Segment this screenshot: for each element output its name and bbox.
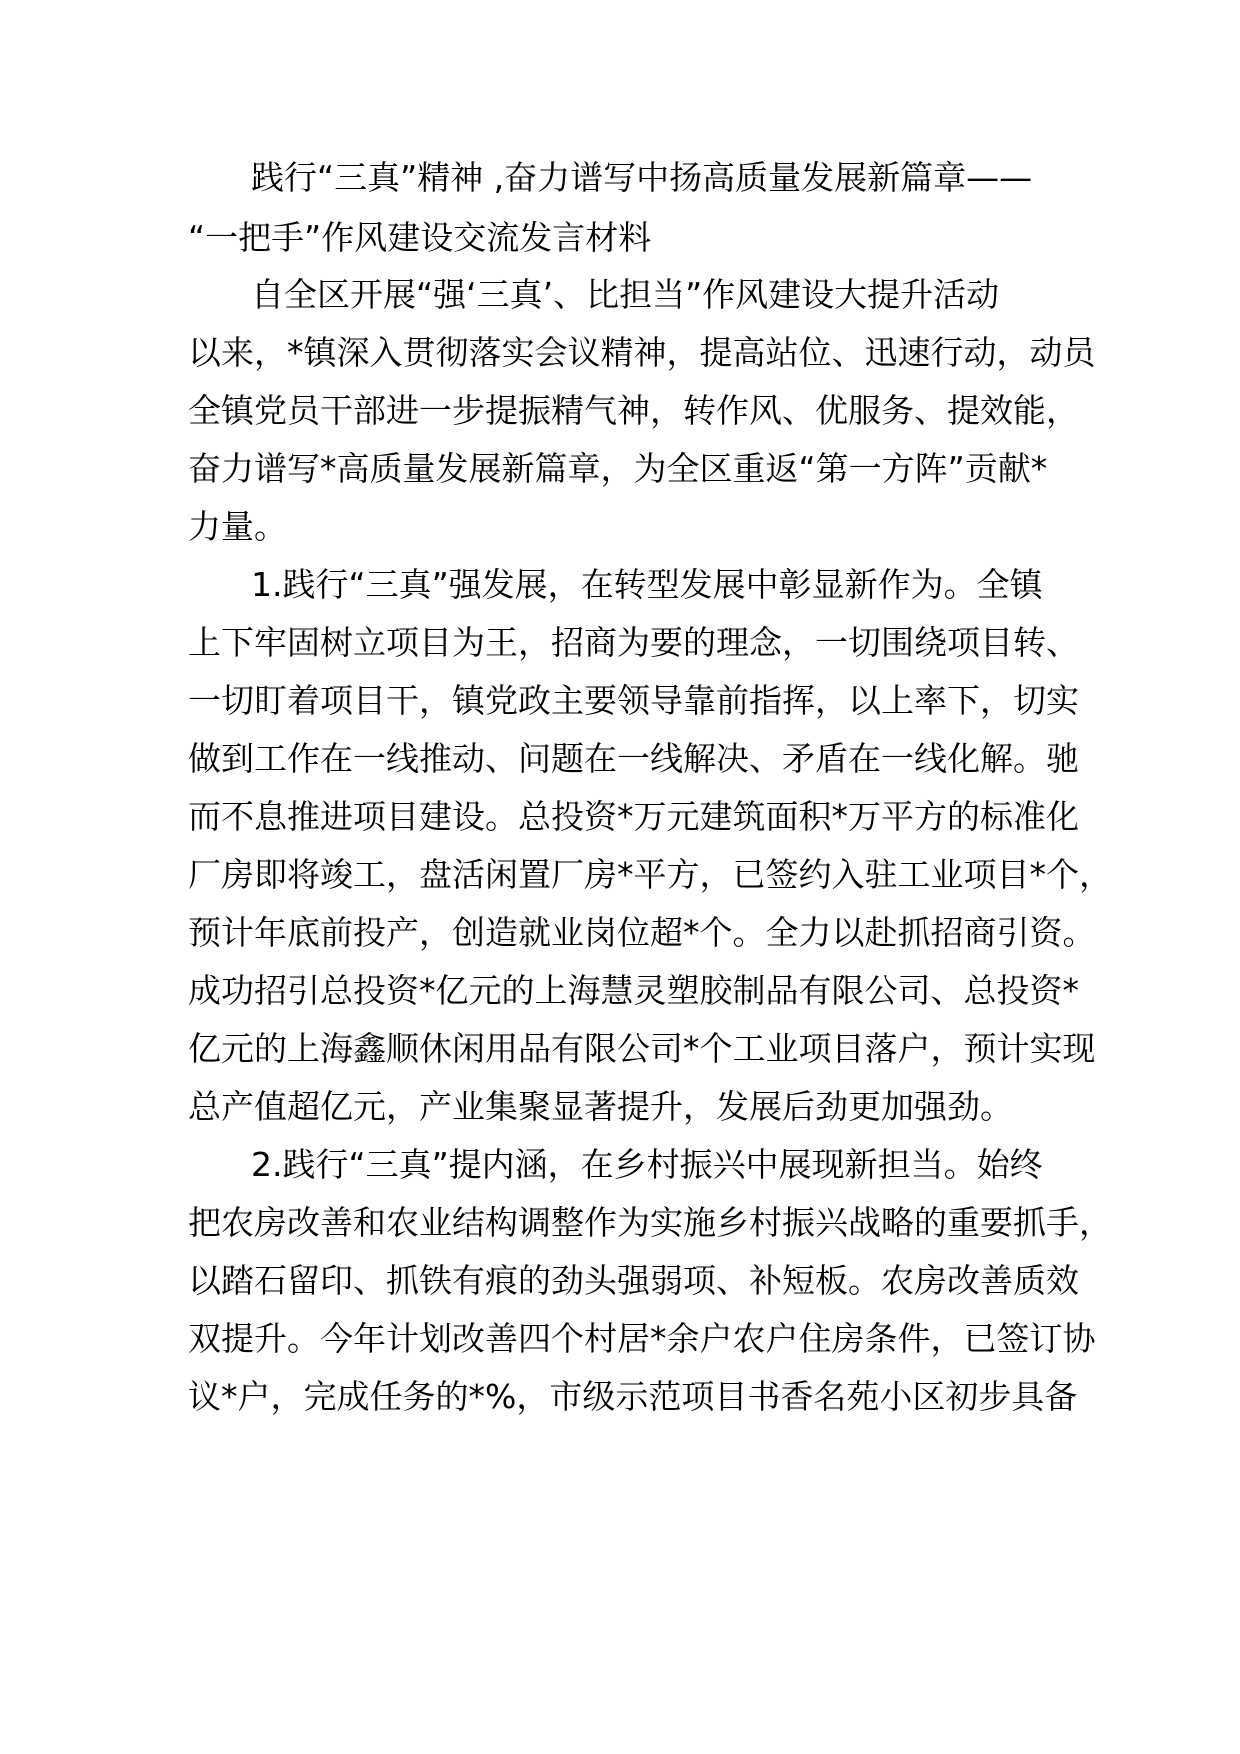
paragraph-1-line-5: 力量。 (188, 507, 287, 546)
paragraph-3-line-4: 双提升。今年计划改善四个村居*余户农户住房条件，已签订协 (188, 1319, 1096, 1358)
paragraph-3-line-3: 以踏石留印、抓铁有痕的劲头强弱项、补短板。农房改善质效 (188, 1261, 1079, 1300)
paragraph-2-line-7: 预计年底前投产，创造就业岗位超*个。全力以赴抓招商引资。 (188, 913, 1096, 952)
paragraph-3-line-5: 议*户，完成任务的*%，市级示范项目书香名苑小区初步具备 (188, 1377, 1078, 1416)
paragraph-2-line-3: 一切盯着项目干，镇党政主要领导靠前指挥，以上率下，切实 (188, 681, 1079, 720)
paragraph-2-line-2: 上下牢固树立项目为王，招商为要的理念，一切围绕项目转、 (188, 623, 1079, 662)
paragraph-1-line-4: 奋力谱写*高质量发展新篇章，为全区重返“第一方阵”贡献* (188, 449, 1048, 488)
paragraph-2-line-8: 成功招引总投资*亿元的上海慧灵塑胶制品有限公司、总投资* (188, 971, 1079, 1010)
paragraph-2-line-1: 1.践行“三真”强发展，在转型发展中彰显新作为。全镇 (251, 565, 1043, 604)
paragraph-1-line-1: 自全区开展“强‘三真’、比担当”作风建设大提升活动 (251, 275, 1000, 314)
paragraph-2-line-9: 亿元的上海鑫顺休闲用品有限公司*个工业项目落户，预计实现 (188, 1029, 1096, 1068)
paragraph-3-line-2: 把农房改善和农业结构调整作为实施乡村振兴战略的重要抓手， (188, 1203, 1112, 1242)
paragraph-2-line-6: 厂房即将竣工，盘活闲置厂房*平方，已签约入驻工业项目*个， (188, 855, 1112, 894)
document-title-line-2: “一把手”作风建设交流发言材料 (188, 218, 652, 257)
document-title-line-1: 践行“三真”精神 ,奋力谱写中扬高质量发展新篇章—— (251, 158, 1033, 197)
paragraph-2-line-10: 总产值超亿元，产业集聚显著提升，发展后劲更加强劲。 (188, 1087, 1013, 1126)
paragraph-2-line-4: 做到工作在一线推动、问题在一线解决、矛盾在一线化解。驰 (188, 739, 1079, 778)
paragraph-1-line-3: 全镇党员干部进一步提振精气神，转作风、优服务、提效能， (188, 391, 1079, 430)
paragraph-1-line-2: 以来，*镇深入贯彻落实会议精神，提高站位、迅速行动，动员 (188, 333, 1096, 372)
paragraph-2-line-5: 而不息推进项目建设。总投资*万元建筑面积*万平方的标准化 (188, 797, 1079, 836)
paragraph-3-line-1: 2.践行“三真”提内涵，在乡村振兴中展现新担当。始终 (251, 1145, 1043, 1184)
